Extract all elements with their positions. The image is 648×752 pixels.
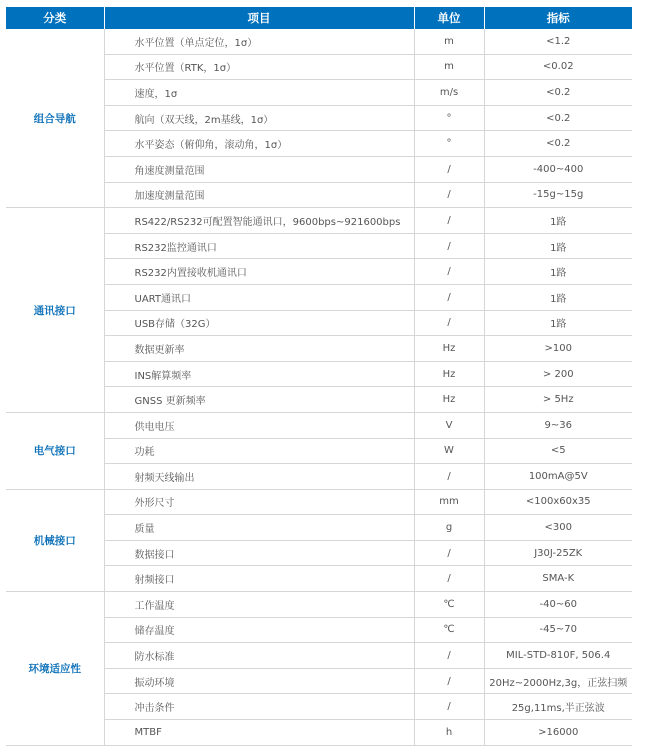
spec-cell: 25g,11ms,半正弦波	[484, 694, 632, 720]
spec-cell: 1路	[484, 233, 632, 259]
header-item: 项目	[104, 7, 414, 29]
item-cell: 功耗	[104, 438, 414, 464]
spec-cell: <300	[484, 515, 632, 541]
table-header-row	[6, 7, 632, 29]
table-row	[6, 592, 632, 618]
unit-cell: Hz	[414, 336, 484, 362]
category-cell: 环境适应性	[6, 592, 104, 746]
unit-cell: /	[414, 566, 484, 592]
unit-cell: /	[414, 643, 484, 669]
unit-cell: W	[414, 438, 484, 464]
spec-cell: 1路	[484, 259, 632, 285]
item-cell: 加速度测量范围	[104, 182, 414, 208]
item-cell: MTBF	[104, 720, 414, 746]
category-cell: 机械接口	[6, 489, 104, 591]
item-cell: 角速度测量范围	[104, 156, 414, 182]
table-row	[6, 489, 632, 515]
item-cell: USB存储（32G）	[104, 310, 414, 336]
spec-cell: 100mA@5V	[484, 464, 632, 490]
unit-cell: ℃	[414, 617, 484, 643]
item-cell: 外形尺寸	[104, 489, 414, 515]
item-cell: 航向（双天线，2m基线，1σ）	[104, 105, 414, 131]
unit-cell: /	[414, 540, 484, 566]
spec-cell: 20Hz~2000Hz,3g，正弦扫频	[484, 668, 632, 694]
spec-cell: MIL-STD-810F, 506.4	[484, 643, 632, 669]
item-cell: 水平位置（RTK，1σ）	[104, 54, 414, 80]
item-cell: 工作温度	[104, 592, 414, 618]
item-cell: INS解算频率	[104, 361, 414, 387]
spec-cell: >16000	[484, 720, 632, 746]
category-cell: 组合导航	[6, 29, 104, 208]
spec-cell: <0.2	[484, 131, 632, 157]
item-cell: GNSS 更新频率	[104, 387, 414, 413]
category-cell: 电气接口	[6, 412, 104, 489]
spec-cell: <1.2	[484, 29, 632, 54]
table-body	[6, 29, 632, 745]
unit-cell: ℃	[414, 592, 484, 618]
unit-cell: m	[414, 54, 484, 80]
unit-cell: /	[414, 310, 484, 336]
unit-cell: °	[414, 131, 484, 157]
unit-cell: /	[414, 156, 484, 182]
unit-cell: /	[414, 208, 484, 234]
unit-cell: m/s	[414, 80, 484, 106]
unit-cell: /	[414, 182, 484, 208]
spec-cell: J30J-25ZK	[484, 540, 632, 566]
unit-cell: mm	[414, 489, 484, 515]
item-cell: UART通讯口	[104, 284, 414, 310]
unit-cell: g	[414, 515, 484, 541]
unit-cell: /	[414, 694, 484, 720]
unit-cell: /	[414, 464, 484, 490]
spec-cell: <5	[484, 438, 632, 464]
item-cell: 数据接口	[104, 540, 414, 566]
item-cell: 水平位置（单点定位，1σ）	[104, 29, 414, 54]
unit-cell: °	[414, 105, 484, 131]
spec-table	[6, 7, 632, 746]
item-cell: 储存温度	[104, 617, 414, 643]
spec-cell: <100x60x35	[484, 489, 632, 515]
item-cell: 质量	[104, 515, 414, 541]
unit-cell: Hz	[414, 387, 484, 413]
header-category: 分类	[6, 7, 104, 29]
item-cell: 射频天线输出	[104, 464, 414, 490]
unit-cell: /	[414, 668, 484, 694]
spec-cell: <0.2	[484, 105, 632, 131]
category-cell: 通讯接口	[6, 208, 104, 413]
spec-cell: -40~60	[484, 592, 632, 618]
unit-cell: Hz	[414, 361, 484, 387]
spec-cell: 9~36	[484, 412, 632, 438]
item-cell: RS232内置接收机通讯口	[104, 259, 414, 285]
unit-cell: /	[414, 233, 484, 259]
item-cell: 防水标准	[104, 643, 414, 669]
spec-cell: -45~70	[484, 617, 632, 643]
spec-cell: -15g~15g	[484, 182, 632, 208]
item-cell: 冲击条件	[104, 694, 414, 720]
unit-cell: m	[414, 29, 484, 54]
header-spec: 指标	[484, 7, 632, 29]
spec-cell: <0.2	[484, 80, 632, 106]
item-cell: 水平姿态（俯仰角，滚动角，1σ）	[104, 131, 414, 157]
item-cell: 供电电压	[104, 412, 414, 438]
spec-cell: >100	[484, 336, 632, 362]
header-unit: 单位	[414, 7, 484, 29]
spec-cell: > 200	[484, 361, 632, 387]
table-row	[6, 412, 632, 438]
spec-cell: 1路	[484, 310, 632, 336]
table-row	[6, 208, 632, 234]
item-cell: 速度，1σ	[104, 80, 414, 106]
item-cell: RS422/RS232可配置智能通讯口，9600bps~921600bps	[104, 208, 414, 234]
spec-cell: 1路	[484, 208, 632, 234]
spec-cell: > 5Hz	[484, 387, 632, 413]
item-cell: RS232监控通讯口	[104, 233, 414, 259]
unit-cell: h	[414, 720, 484, 746]
spec-cell: 1路	[484, 284, 632, 310]
spec-cell: -400~400	[484, 156, 632, 182]
spec-cell: SMA-K	[484, 566, 632, 592]
item-cell: 振动环境	[104, 668, 414, 694]
spec-cell: <0.02	[484, 54, 632, 80]
unit-cell: /	[414, 259, 484, 285]
item-cell: 数据更新率	[104, 336, 414, 362]
unit-cell: V	[414, 412, 484, 438]
item-cell: 射频接口	[104, 566, 414, 592]
unit-cell: /	[414, 284, 484, 310]
table-row	[6, 29, 632, 54]
